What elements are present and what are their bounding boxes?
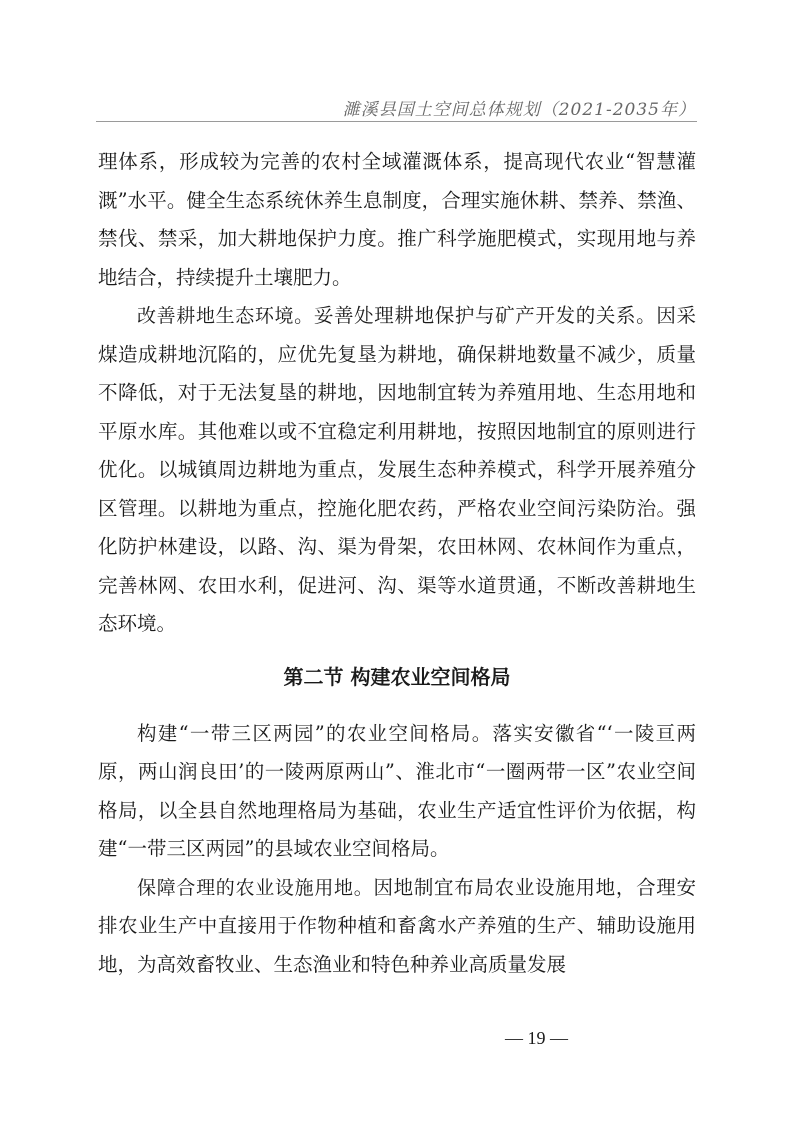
paragraph-1-text: 理体系，形成较为完善的农村全域灌溉体系，提高现代农业“智慧灌溉”水平。健全生态系统休养生息制度，合理实施休耕、禁养、禁渔、禁伐、禁采，加大耕地保护力度。推广科学施肥模式，实现用地与养地结合，持续提升土壤肥力。 — [98, 150, 696, 289]
paragraph-4-lead: 保障合理的农业设施用地。 — [137, 876, 374, 899]
section-title: 第二节 构建农业空间格局 — [283, 664, 511, 689]
paragraph-4-text: 因地制宜布局农业设施用地，合理安排农业生产中直接用于作物种植和畜禽水产养殖的生产、辅助设施用地，为高效畜牧业、生态渔业和特色种养业高质量发展 — [98, 875, 696, 976]
paragraph-1 — [98, 143, 696, 297]
paragraph-2-lead: 改善耕地生态环境。 — [137, 305, 314, 327]
paragraph-2-text: 妥善处理耕地保护与矿产开发的关系。因采煤造成耕地沉陷的，应优先复垦为耕地，确保耕地数量不减少，质量不降低，对于无法复垦的耕地，因地制宜转为养殖用地、生态用地和平原水库。其他难以或不宜稳定利用耕地，按照因地制宜的原则进行优化。以城镇周边耕地为重点，发展生态种养模式，科学开展养殖分区管理。以耕地为重点，控施化肥农药，严格农业空间污染防治。强化防护林建设，以路、沟、渠为骨架，农田林网、农林间作为重点，完善林网、农田水利，促进河、沟、渠等水道贯通，不断改善耕地生态环境。 — [98, 304, 696, 635]
page-body — [98, 143, 696, 984]
paragraph-2 — [98, 297, 696, 644]
paragraph-4 — [98, 869, 696, 985]
page-number: — 19 — — [505, 1028, 568, 1048]
running-header: 濉溪县国土空间总体规划（2021-2035年） — [342, 100, 696, 120]
header-divider — [96, 121, 697, 122]
paragraph-3-text: 落实安徽省“‘一陵亘两原，两山润良田’的一陵两原两山”、淮北市“一圈两带一区”农业空间格局，以全县自然地理格局为基础，农业生产适宜性评价为依据，构建“一带三区两园”的县域农业空间格局。 — [98, 721, 696, 860]
paragraph-3 — [98, 715, 696, 869]
paragraph-3-lead: 构建“一带三区两园”的农业空间格局。 — [137, 721, 493, 745]
